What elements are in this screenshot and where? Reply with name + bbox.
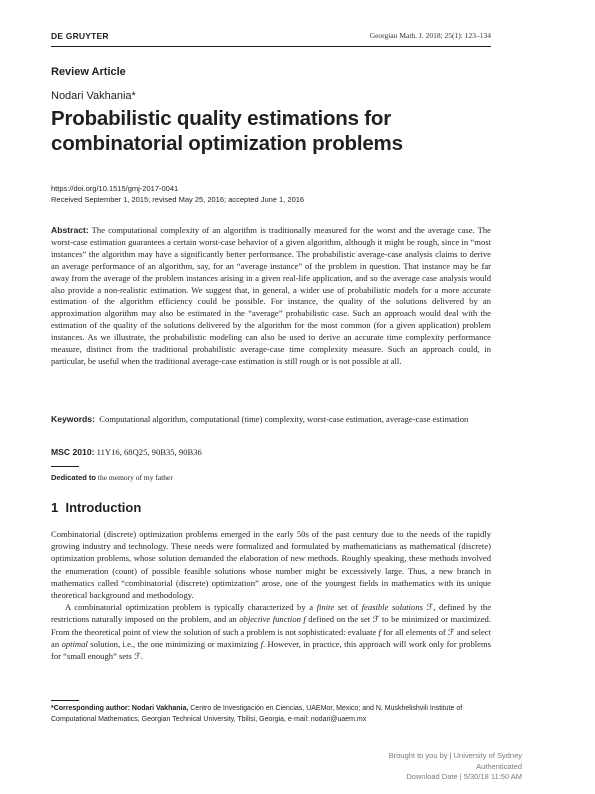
dedication-text: the memory of my father <box>97 473 173 482</box>
paper-title: Probabilistic quality estimations for combinatorial optimization problems <box>51 107 403 155</box>
corresponding-author-footnote <box>51 704 491 725</box>
access-line-2: Authenticated <box>476 761 522 771</box>
section-heading <box>51 500 141 515</box>
footnote-rule <box>51 700 79 701</box>
msc-classification <box>51 447 202 457</box>
msc-label: MSC 2010: <box>51 447 95 457</box>
abstract-label: Abstract: <box>51 225 89 235</box>
article-type: Review Article <box>51 66 126 78</box>
doi-link[interactable]: https://doi.org/10.1515/gmj-2017-0041 <box>51 184 179 193</box>
publisher-name: DE GRUYTER <box>51 31 109 41</box>
dedication-label: Dedicated to <box>51 473 97 482</box>
access-line-3: Download Date | 5/30/18 11:50 AM <box>406 772 522 781</box>
author-name: Nodari Vakhania* <box>51 90 136 102</box>
article-dates: Received September 1, 2015; revised May 25, 2016; accepted June 1, 2016 <box>51 195 305 204</box>
journal-reference: Georgian Math. J. 2018; 25(1): 123–134 <box>369 31 491 40</box>
abstract-text: The computational complexity of an algorithm is traditionally measured for the worst and the average case. The worst-case estimation guarantees a certain worst-case behavior of a given algorithm, although it might be rough, since in “most instances” the algorithm may have a significantly better performance. The probabilistic average-case analysis claims to derive an average performance of an algorithm, say, for an “average instance” of the problem in question. That instance may be far away from the average of the problem instances arising in a given real-life application, and so the average case analysis would also provide a non-realistic estimation. We suggest that, in general, a wider use of probabilistic models for a more accurate estimation of the algorithm efficiency could be possible. For instance, the quality of the solutions delivered by an approximation algorithm may also be estimated in the “average” probabilistic case. Such an approach would deal with the estimation of the quality of the solutions delivered by the algorithm for the most common (for a given application) problem instances. As we illustrate, the probabilistic modeling can also be used to derive an accurate time complexity performance measure, distinct from the traditional probabilistic average-case time complexity measure. Such an approach could, in particular, be useful when the traditional average-case estimation is still rough or is not possible at all. <box>51 225 491 366</box>
keywords-text: Computational algorithm, computational (time) complexity, worst-case estimation, average-case estimation <box>99 414 469 424</box>
section-number: 1 <box>51 500 59 515</box>
msc-codes: 11Y16, 68Q25, 90B35, 90B36 <box>96 447 202 457</box>
keywords-label: Keywords: <box>51 414 95 424</box>
footnote-text: Centro de Investigación en Ciencias, UAEMor, Mexico; and N. Muskhelishvili Institute of Computational Mathematics, Georgian Technical University, Tbilisi, Georgia, e-mail: nodari@uaem.mx <box>51 705 463 723</box>
dedication <box>51 473 173 482</box>
footnote-label: *Corresponding author: Nodari Vakhania, <box>51 705 189 712</box>
keywords <box>51 413 491 425</box>
access-stamp <box>389 751 522 783</box>
article-meta <box>51 183 304 205</box>
header-rule <box>51 46 491 47</box>
dedication-rule <box>51 466 79 467</box>
access-line-1: Brought to you by | University of Sydney <box>388 751 522 760</box>
running-header <box>51 31 491 45</box>
section-title: Introduction <box>65 500 142 515</box>
section-body <box>51 528 491 662</box>
paragraph-2: A combinatorial optimization problem is typically characterized by a finite set of feasible solutions ℱ, defined by the restrictions naturally imposed on the problem, and an objective function f defined on the set ℱ to be minimized or maximized. From the theoretical point of view the solution of such a problem is not sophisticated: evaluate f for all elements of ℱ and select an optimal solution, i.e., the one minimizing or maximizing f. However, in practice, this approach will work only for problems for “small enough” sets ℱ. <box>51 602 492 662</box>
abstract <box>51 225 491 368</box>
paragraph-1: Combinatorial (discrete) optimization problems emerged in the early 50s of the past century due to the needs of the rapidly growing industry and technology. These needs were formalized and formulated by mathematicians as mathematical (discrete) optimization problems, whose solution demanded the elaboration of new methods. Roughly speaking, these methods involved the enumeration (count) of possible feasible solutions whose number might be excessively large. Thus, a new branch in mathematics called “combinatorial (discrete) optimization” arose, one of the youngest fields in mathematics with its unique theoretical background and methodology. <box>51 529 491 601</box>
